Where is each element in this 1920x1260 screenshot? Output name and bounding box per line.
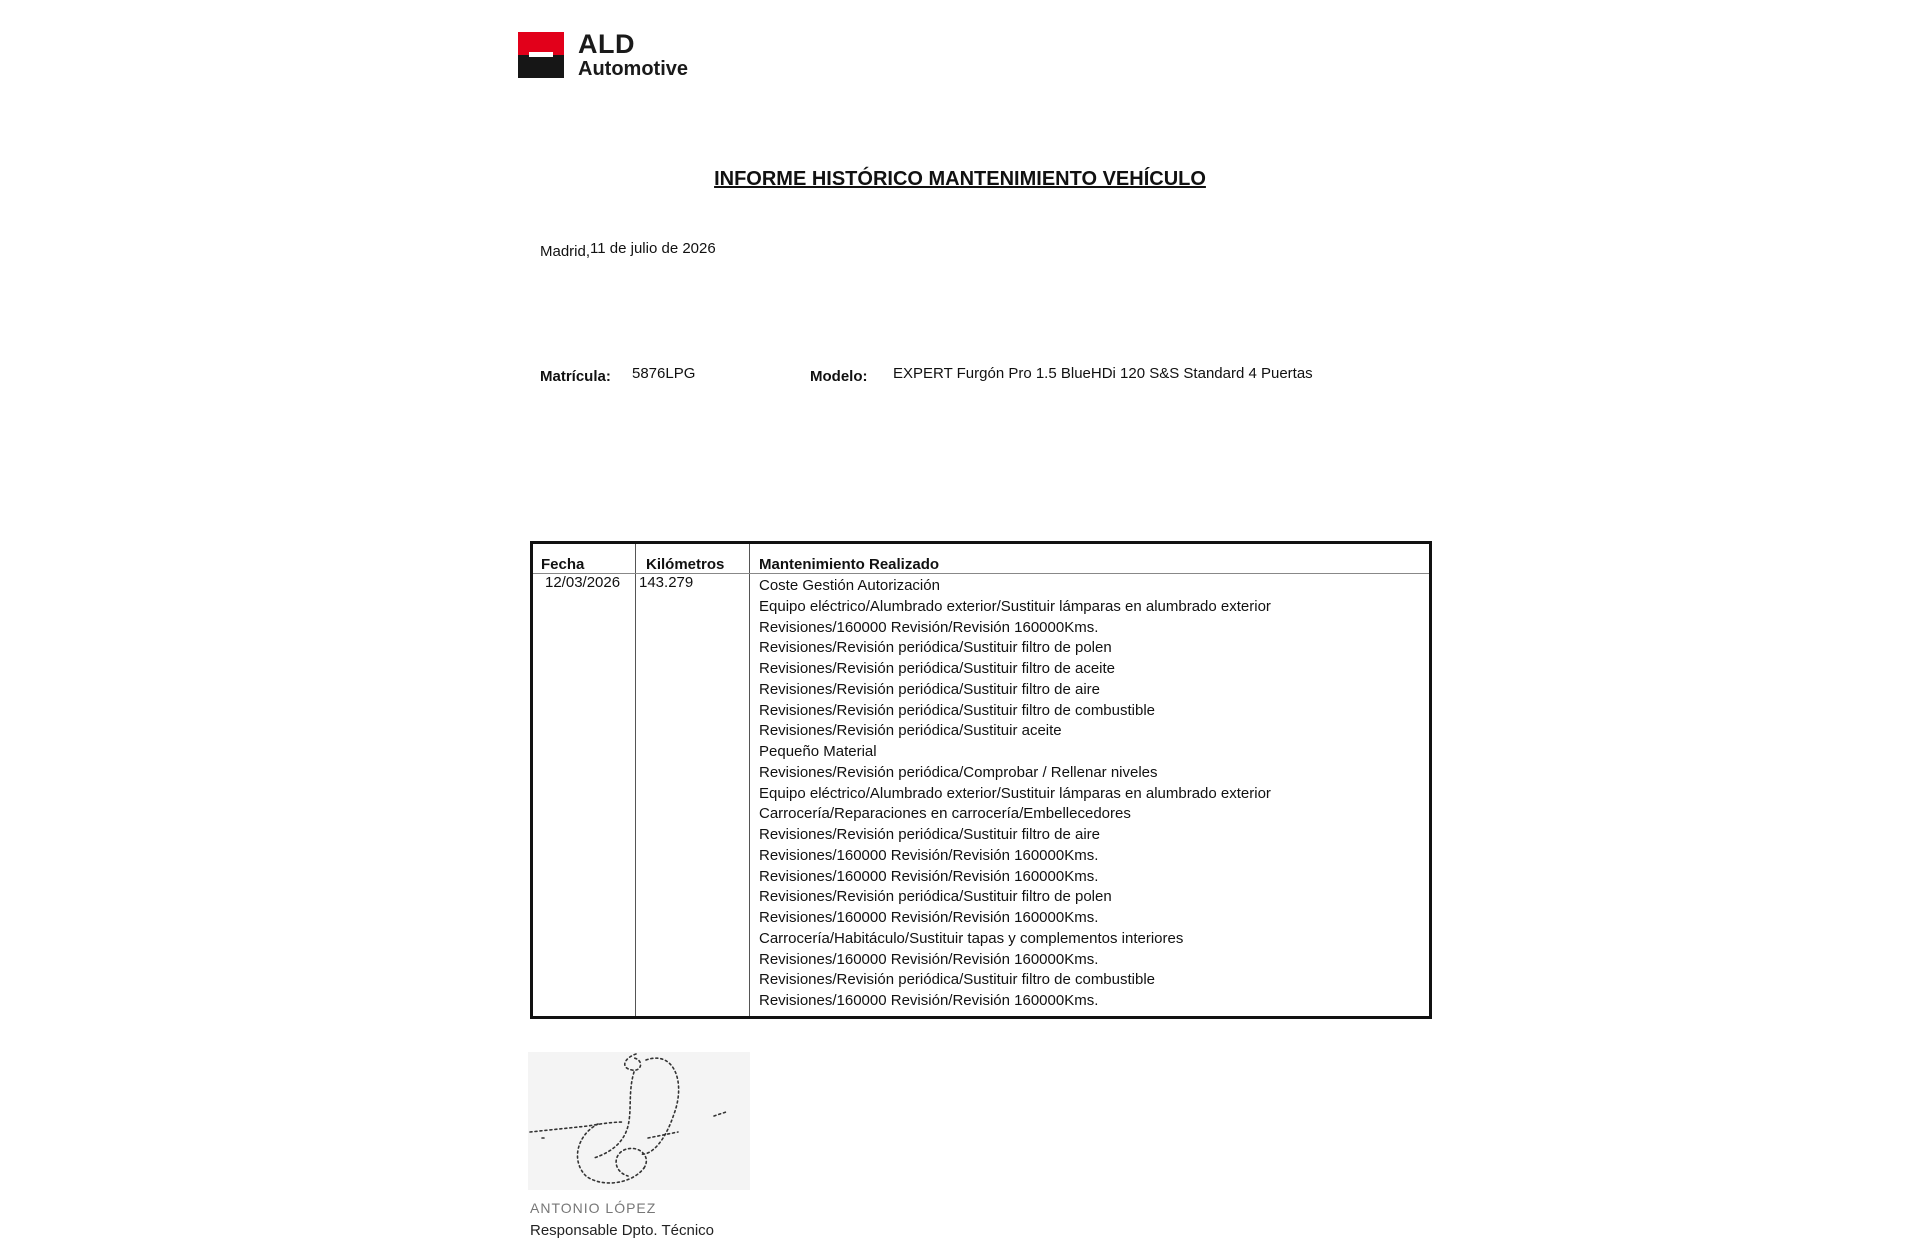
logo-text-ald: ALD (578, 29, 635, 59)
row-km: 143.279 (639, 574, 694, 591)
report-date: 11 de julio de 2026 (590, 240, 716, 257)
maintenance-item: Revisiones/Revisión periódica/Sustituir filtro de aire (759, 826, 1100, 843)
maintenance-item: Revisiones/Revisión periódica/Sustituir aceite (759, 722, 1062, 740)
model-value: EXPERT Furgón Pro 1.5 BlueHDi 120 S&S Standard 4 Puertas (893, 365, 1313, 382)
maintenance-item: Revisiones/Revisión periódica/Sustituir filtro de aceite (759, 660, 1116, 677)
maintenance-item: Revisiones/Revisión periódica/Sustituir filtro de polen (759, 639, 1112, 657)
maintenance-item: Revisiones/Revisión periódica/Sustituir filtro de polen (759, 888, 1112, 906)
maintenance-item: Revisiones/Revisión periódica/Sustituir filtro de combustible (759, 971, 1156, 989)
signer-name: ANTONIO LÓPEZ (530, 1200, 657, 1216)
maintenance-list (759, 576, 1271, 1012)
signature-icon (528, 1052, 750, 1190)
plate-value: 5876LPG (632, 365, 696, 382)
maintenance-item: Revisiones/160000 Revisión/Revisión 160000Kms. (759, 909, 1099, 926)
plate-label: Matrícula: (540, 368, 611, 385)
logo-text-automotive: Automotive (578, 58, 688, 80)
signer-role: Responsable Dpto. Técnico (530, 1222, 714, 1239)
report-title: INFORME HISTÓRICO MANTENIMIENTO VEHÍCULO (714, 168, 1206, 190)
column-divider (749, 544, 750, 1016)
maintenance-item: Equipo eléctrico/Alumbrado exterior/Sustituir lámparas en alumbrado exterior (759, 597, 1271, 615)
maintenance-table (530, 541, 1432, 1019)
ald-automotive-logo (518, 31, 692, 79)
header-maintenance: Mantenimiento Realizado (759, 556, 940, 573)
maintenance-item: Carrocería/Reparaciones en carrocería/Embellecedores (759, 805, 1131, 823)
maintenance-item: Revisiones/Revisión periódica/Sustituir filtro de aire (759, 680, 1100, 698)
model-label: Modelo: (810, 368, 868, 385)
maintenance-item: Equipo eléctrico/Alumbrado exterior/Sustituir lámparas en alumbrado exterior (759, 784, 1271, 802)
header-date: Fecha (541, 556, 585, 573)
logo-wordmark (578, 31, 688, 79)
row-date: 12/03/2026 (545, 574, 621, 591)
report-date-line (540, 240, 716, 260)
handwritten-signature (528, 1052, 750, 1190)
maintenance-item: Revisiones/Revisión periódica/Comprobar / Rellenar niveles (759, 763, 1158, 781)
maintenance-item: Revisiones/160000 Revisión/Revisión 160000Kms. (759, 618, 1099, 636)
maintenance-item: Carrocería/Habitáculo/Sustituir tapas y complementos interiores (759, 929, 1184, 947)
logo-mark-icon (518, 32, 564, 78)
maintenance-item: Coste Gestión Autorización (759, 577, 940, 594)
maintenance-item: Pequeño Material (759, 743, 877, 760)
maintenance-item: Revisiones/Revisión periódica/Sustituir filtro de combustible (759, 701, 1156, 719)
maintenance-item: Revisiones/160000 Revisión/Revisión 160000Kms. (759, 992, 1099, 1009)
maintenance-item: Revisiones/160000 Revisión/Revisión 160000Kms. (759, 846, 1099, 864)
maintenance-item: Revisiones/160000 Revisión/Revisión 160000Kms. (759, 950, 1099, 968)
header-km: Kilómetros (646, 556, 725, 573)
maintenance-item: Revisiones/160000 Revisión/Revisión 160000Kms. (759, 867, 1099, 885)
report-city: Madrid, (540, 243, 591, 260)
column-divider (635, 544, 636, 1016)
